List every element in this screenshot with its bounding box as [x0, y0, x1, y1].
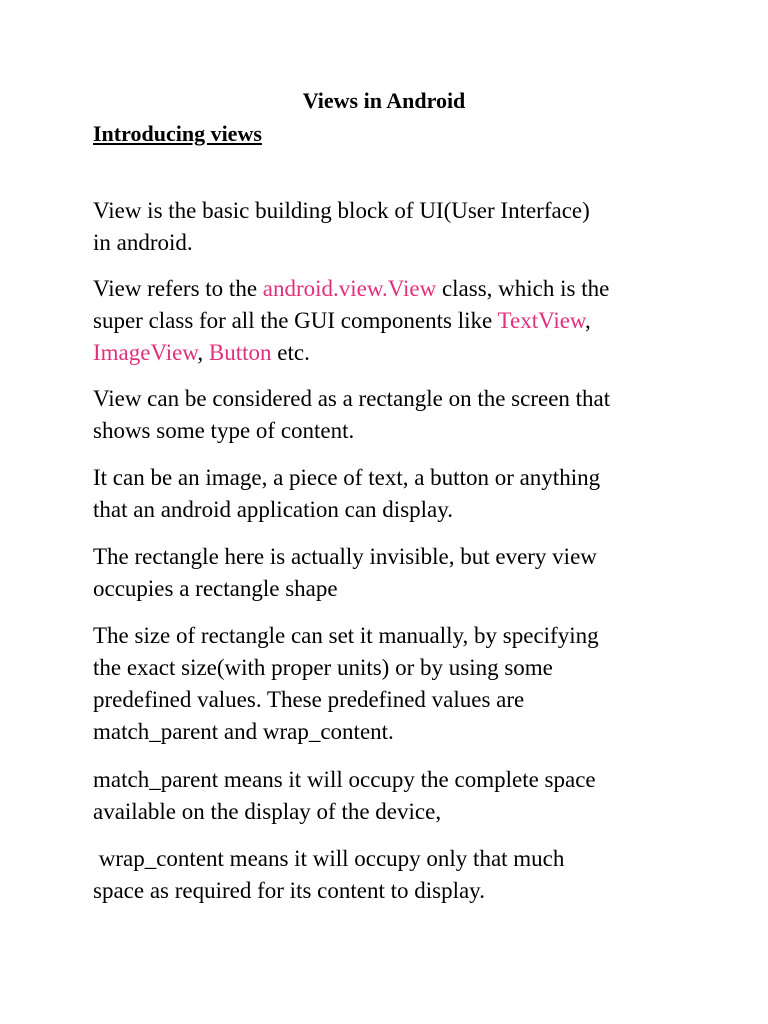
- paragraph-line: shows some type of content.: [93, 418, 355, 443]
- imageview-highlight: ImageView: [93, 340, 198, 365]
- paragraph-match-parent: [93, 764, 693, 828]
- paragraph-line: occupies a rectangle shape: [93, 576, 338, 601]
- paragraph-line: in android.: [93, 230, 193, 255]
- class-name-highlight: android.view.View: [262, 276, 437, 301]
- paragraph-text: View refers to the: [93, 276, 263, 301]
- paragraph-line: It can be an image, a piece of text, a button or anything: [93, 465, 601, 490]
- section-heading: Introducing views: [93, 121, 262, 146]
- paragraph-line: space as required for its content to display.: [93, 878, 485, 903]
- paragraph-line: View is the basic building block of UI(User Interface): [93, 198, 590, 223]
- paragraph-view-content: [93, 462, 693, 526]
- paragraph-view-definition: [93, 195, 693, 259]
- paragraph-invisible-rectangle: [93, 541, 693, 605]
- paragraph-line: match_parent and wrap_content.: [93, 719, 394, 744]
- paragraph-text: ,: [197, 340, 209, 365]
- textview-highlight: TextView: [497, 308, 586, 333]
- paragraph-line: predefined values. These predefined values are: [93, 687, 525, 712]
- paragraph-line: wrap_content means it will occupy only that much: [93, 846, 565, 871]
- paragraph-line: View can be considered as a rectangle on the screen that: [93, 386, 611, 411]
- page-title: Views in Android: [302, 88, 466, 113]
- paragraph-text: super class for all the GUI components like: [93, 308, 498, 333]
- paragraph-view-rectangle: [93, 383, 693, 447]
- paragraph-text: ,: [585, 308, 591, 333]
- paragraph-text: class, which is the: [436, 276, 610, 301]
- paragraph-line: The size of rectangle can set it manually, by specifying: [93, 623, 599, 648]
- paragraph-line: available on the display of the device,: [93, 799, 442, 824]
- paragraph-line: The rectangle here is actually invisible, but every view: [93, 544, 597, 569]
- paragraph-line: match_parent means it will occupy the complete space: [93, 767, 596, 792]
- paragraph-text: etc.: [271, 340, 310, 365]
- paragraph-view-class: [93, 273, 693, 369]
- paragraph-line: that an android application can display.: [93, 497, 454, 522]
- button-highlight: Button: [208, 340, 272, 365]
- paragraph-line: the exact size(with proper units) or by using some: [93, 655, 553, 680]
- paragraph-rectangle-size: [93, 620, 693, 748]
- paragraph-wrap-content: [93, 843, 693, 907]
